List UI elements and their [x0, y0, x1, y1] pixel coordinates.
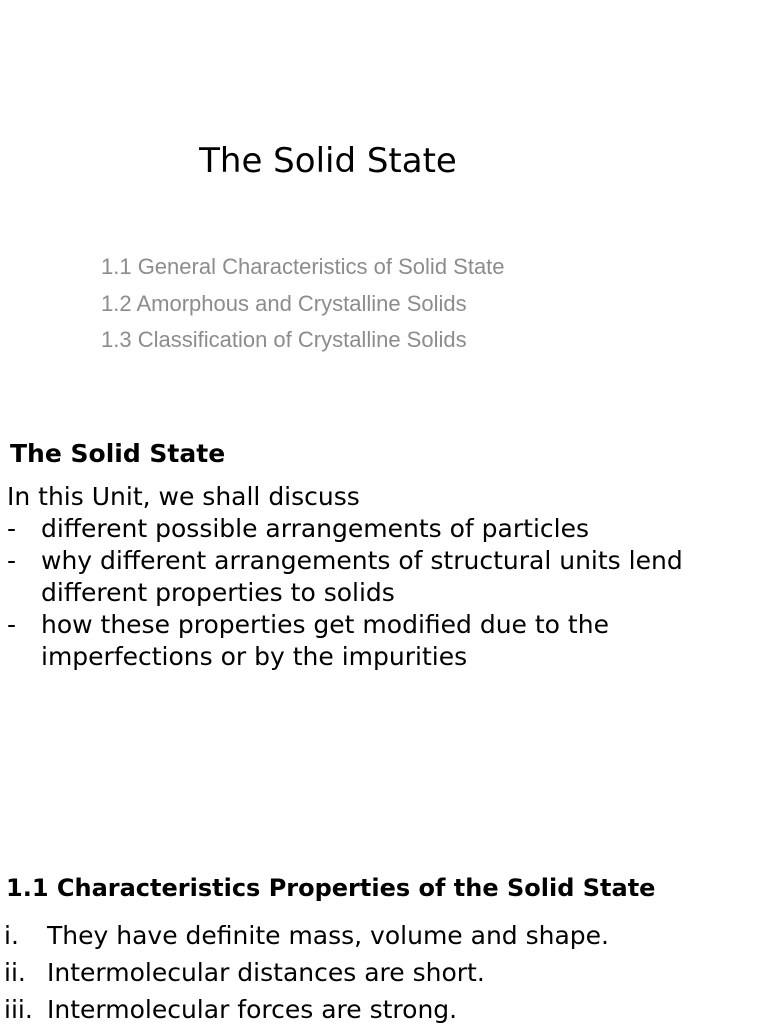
list-item [7, 609, 747, 673]
numbered-list [4, 917, 609, 1028]
intro-lead-text: In this Unit, we shall discuss [7, 482, 360, 511]
properties-slide [0, 860, 768, 1024]
list-item [4, 917, 609, 954]
list-item [4, 991, 609, 1028]
title-slide [0, 0, 768, 410]
slide-title: The Solid State [199, 141, 457, 181]
list-number: i. [4, 921, 19, 950]
bullet-list [7, 513, 747, 673]
list-item [4, 954, 609, 991]
list-number: ii. [4, 958, 26, 987]
dash-bullet: - [7, 546, 17, 575]
intro-slide [0, 420, 768, 840]
list-item [7, 513, 747, 545]
list-number: iii. [4, 995, 33, 1024]
dash-bullet: - [7, 514, 17, 543]
slide-heading: The Solid State [10, 439, 226, 468]
list-item-text: different possible arrangements of particles [41, 514, 589, 543]
toc-item: 1.3 Classification of Crystalline Solids [101, 327, 467, 352]
list-item [7, 545, 747, 609]
toc-item: 1.1 General Characteristics of Solid State [101, 254, 505, 279]
list-item-text: Intermolecular distances are short. [47, 958, 485, 987]
dash-bullet: - [7, 610, 17, 639]
list-item-text: They have definite mass, volume and shape. [47, 921, 609, 950]
list-item-text: Intermolecular forces are strong. [47, 995, 458, 1024]
table-of-contents [101, 249, 505, 359]
slide-heading: 1.1 Characteristics Properties of the Solid State [6, 874, 656, 902]
list-item-text: how these properties get modified due to the imperfections or by the impurities [41, 610, 609, 671]
list-item-text: why different arrangements of structural units lend different properties to solids [41, 546, 683, 607]
toc-item: 1.2 Amorphous and Crystalline Solids [101, 290, 467, 316]
